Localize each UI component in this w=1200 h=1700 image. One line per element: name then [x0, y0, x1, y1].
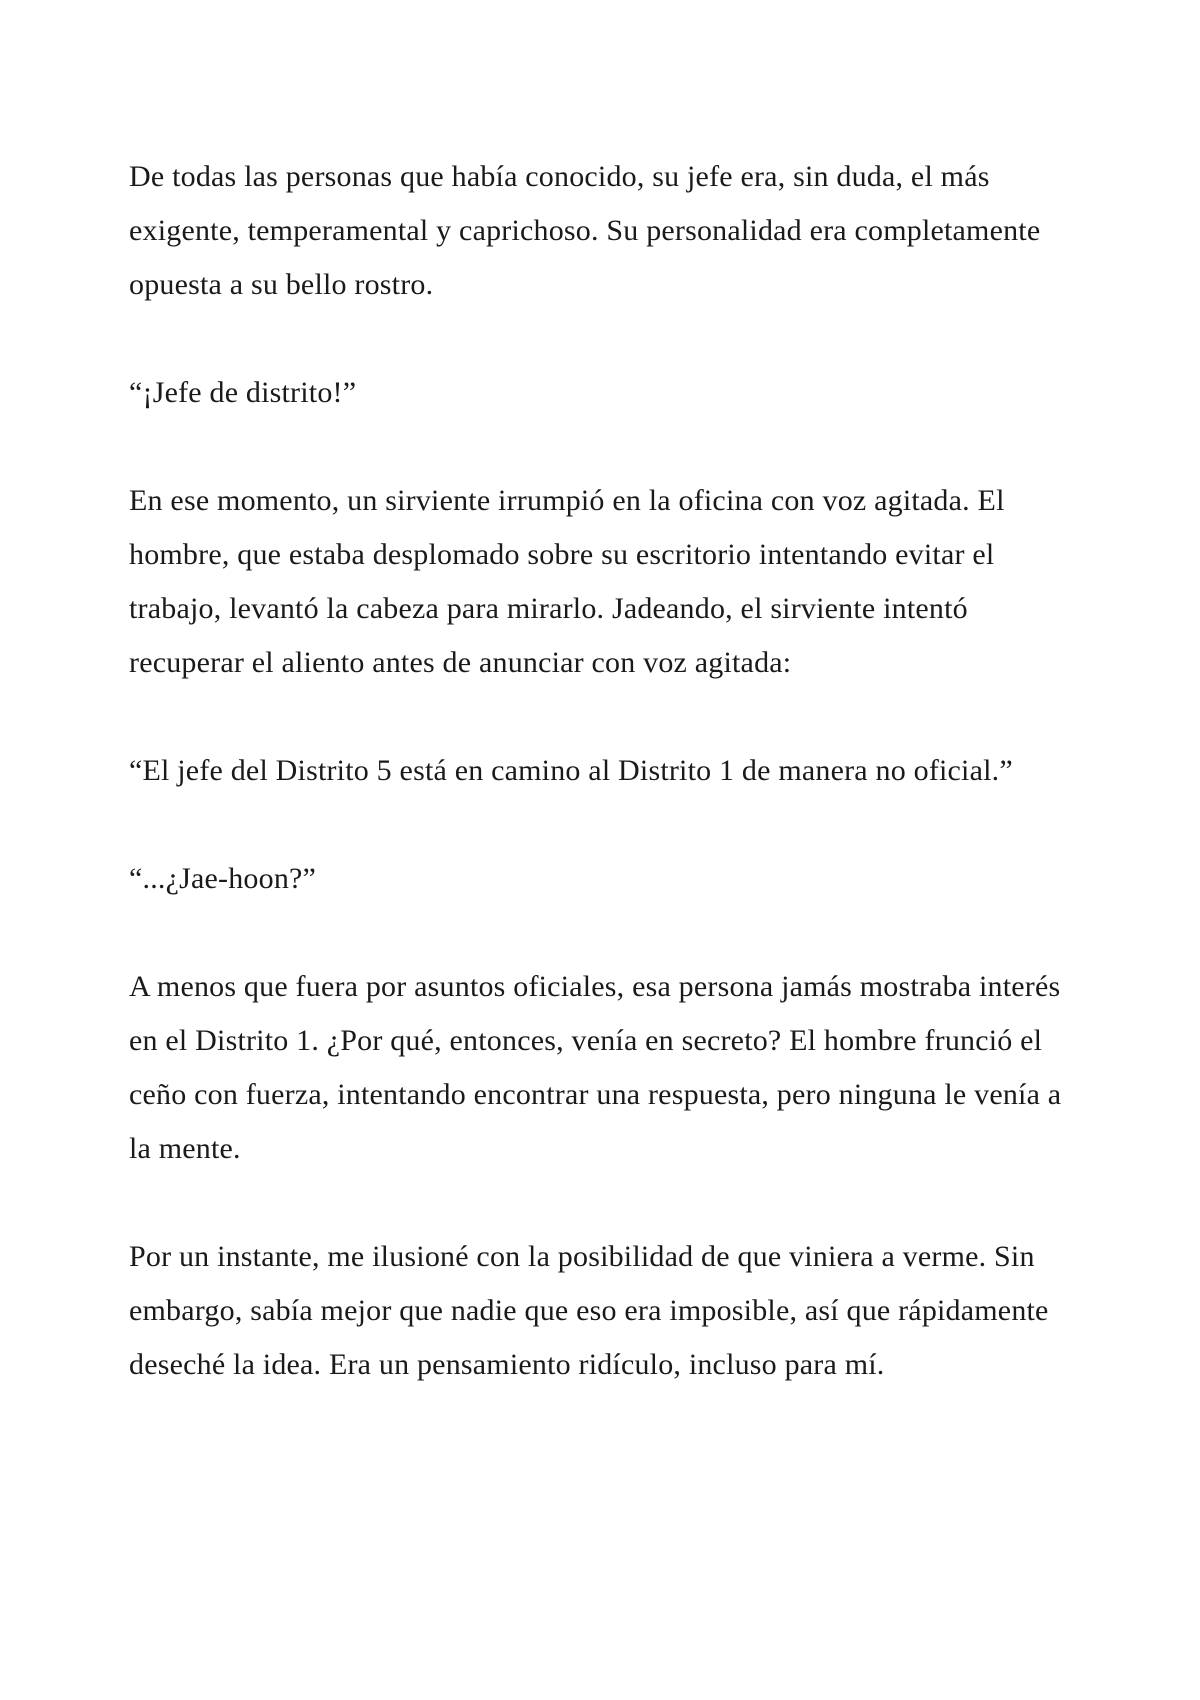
paragraph-intro: De todas las personas que había conocido, su jefe era, sin duda, el más exigente, temperamental y caprichoso. Su personalidad era completamente opuesta a su bello rostro.	[129, 160, 1041, 301]
dialogue-district-5-announcement: “El jefe del Distrito 5 está en camino al Distrito 1 de manera no oficial.”	[129, 754, 1013, 787]
document-body	[129, 150, 1089, 1446]
paragraph-servant-arrives: En ese momento, un sirviente irrumpió en la oficina con voz agitada. El hombre, que estaba desplomado sobre su escritorio intentando evitar el trabajo, levantó la cabeza para mirarlo. Jadeando, el sirviente intentó recuperar el aliento antes de anunciar con voz agitada:	[129, 484, 1005, 679]
dialogue-jefe-de-distrito: “¡Jefe de distrito!”	[129, 376, 357, 409]
dialogue-jae-hoon: “...¿Jae-hoon?”	[129, 862, 317, 895]
paragraph-illusion: Por un instante, me ilusioné con la posibilidad de que viniera a verme. Sin embargo, sabía mejor que nadie que eso era imposible, así que rápidamente deseché la idea. Era un pensamiento ridículo, incluso para mí.	[129, 1240, 1049, 1381]
paragraph-secret-visit: A menos que fuera por asuntos oficiales, esa persona jamás mostraba interés en el Distrito 1. ¿Por qué, entonces, venía en secreto? El hombre frunció el ceño con fuerza, intentando encontrar una respuesta, pero ninguna le venía a la mente.	[129, 970, 1062, 1165]
